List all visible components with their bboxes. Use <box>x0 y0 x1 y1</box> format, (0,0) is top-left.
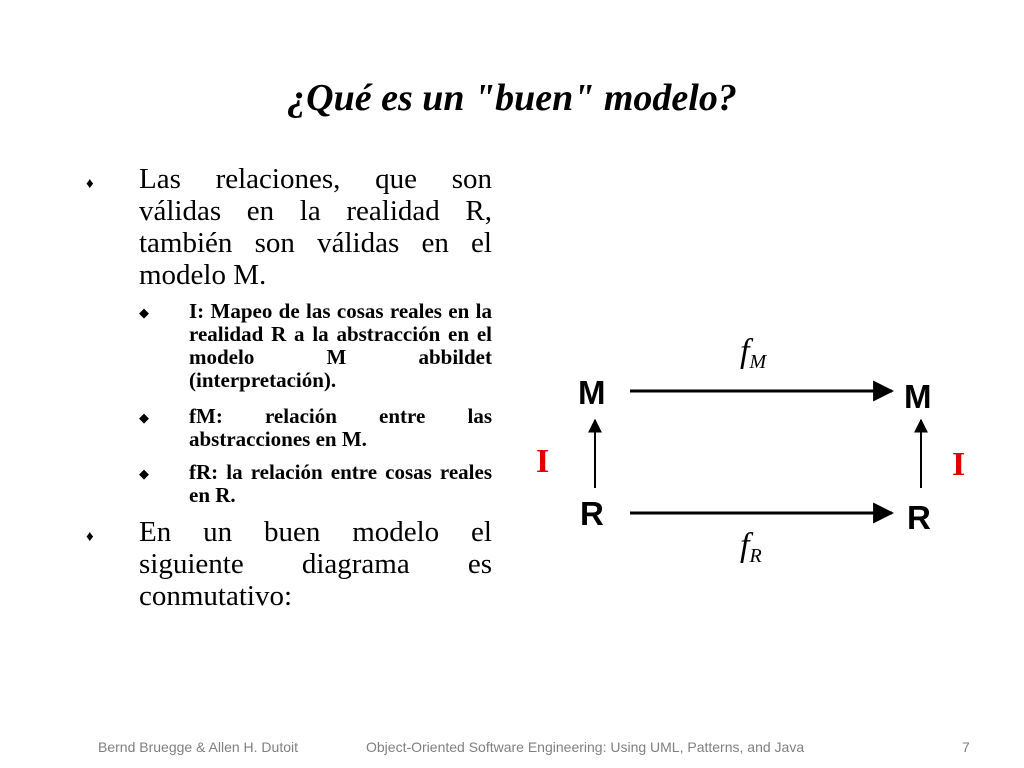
footer-authors: Bernd Bruegge & Allen H. Dutoit <box>98 739 299 755</box>
function-label-fm <box>740 333 766 374</box>
node-reality-right: R <box>907 499 931 536</box>
slide-title: ¿Qué es un "buen" modelo? <box>287 77 737 119</box>
footer-page-number: 7 <box>962 739 970 755</box>
sub-bullet-marker: ◆ <box>139 466 149 481</box>
node-model-left: M <box>578 374 606 411</box>
sub-bullet-marker: ◆ <box>139 305 149 320</box>
sub-bullet-text-fr: fR: la relación entre cosas reales en R. <box>189 460 492 507</box>
sub-bullet-text-interpretation: I: Mapeo de las cosas reales en la realidad R a la abstracción en el modelo M abbildet (interpretación). <box>189 299 492 392</box>
interpretation-label-left: I <box>536 443 550 480</box>
sub-bullet-text-fm: fM: relación entre las abstracciones en M. <box>189 404 492 451</box>
function-label-fr <box>740 527 762 568</box>
bullet-text-commutative: En un buen modelo el siguiente diagrama es conmutativo: <box>139 516 492 612</box>
sub-bullet-marker: ◆ <box>139 410 149 425</box>
bullet-marker: ♦ <box>86 176 94 192</box>
function-base: f <box>740 333 750 370</box>
function-base: f <box>740 527 750 564</box>
bullet-marker: ♦ <box>86 529 94 545</box>
function-subscript: R <box>749 545 762 567</box>
node-reality-left: R <box>580 495 604 532</box>
bullet-text-relations: Las relaciones, que son válidas en la realidad R, también son válidas en el modelo M. <box>139 163 492 291</box>
interpretation-label-right: I <box>952 446 966 483</box>
function-subscript: M <box>749 351 767 373</box>
node-model-right: M <box>904 378 932 415</box>
footer-book-title: Object-Oriented Software Engineering: Using UML, Patterns, and Java <box>366 739 805 755</box>
